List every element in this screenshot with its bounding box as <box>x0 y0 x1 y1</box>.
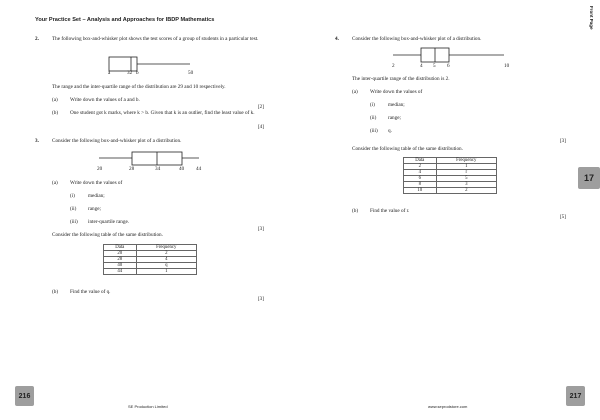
item-text: median; <box>88 193 105 199</box>
item-label: (i) <box>370 102 375 108</box>
table-intro: Consider the following table of the same distribution. <box>352 146 463 152</box>
footer-left: SE Production Limited <box>128 404 168 409</box>
table-row <box>104 269 197 275</box>
cell: q <box>136 263 196 269</box>
plot-label: a <box>108 70 111 76</box>
plot-label: 5 <box>433 63 436 69</box>
running-header: Your Practice Set – Analysis and Approaches for IBDP Mathematics <box>35 17 215 23</box>
table-header: Data <box>104 245 137 251</box>
cell: 5 <box>436 176 496 182</box>
item-label: (i) <box>70 193 75 199</box>
box-plot <box>390 46 510 66</box>
cell: 4 <box>404 170 437 176</box>
plot-label: 2 <box>392 63 395 69</box>
plot-label: 34 <box>155 166 161 172</box>
part-text: One student got k marks, where k > b. Given that k is an outlier, find the least value of k. <box>70 110 255 116</box>
question-stem: Consider the following box-and-whisker plot of a distribution. <box>352 36 482 42</box>
page-number-left: 216 <box>15 386 34 406</box>
table-header: Data <box>404 158 437 164</box>
table-header: Frequency <box>436 158 496 164</box>
chapter-tab: 17 <box>578 167 600 189</box>
plot-label: 44 <box>196 166 202 172</box>
plot-label: b <box>136 70 139 76</box>
part-text: Write down the values of a and b. <box>70 97 140 103</box>
part-label: (a) <box>52 97 58 103</box>
plot-label: 28 <box>129 166 135 172</box>
question-info: The range and the inter-quartile range of the distribution are 29 and 10 respectively. <box>52 84 226 90</box>
item-text: median; <box>388 102 405 108</box>
question-stem: The following box-and-whisker plot shows the test scores of a group of students in a particular test. <box>52 36 259 42</box>
box-plot <box>95 150 205 170</box>
plot-label: 6 <box>447 63 450 69</box>
question-number: 3. <box>35 138 39 144</box>
part-label: (b) <box>52 110 59 116</box>
question-stem: Consider the following box-and-whisker plot of a distribution. <box>52 138 182 144</box>
page-number-right: 217 <box>566 386 585 406</box>
item-label: (ii) <box>370 115 377 121</box>
cell: 40 <box>104 263 137 269</box>
cell: 10 <box>404 188 437 194</box>
part-text: Find the value of r. <box>370 208 410 214</box>
item-text: inter-quartile range. <box>88 219 130 225</box>
part-label: (b) <box>352 208 359 214</box>
item-text: range; <box>88 206 101 212</box>
part-label: (a) <box>352 89 358 95</box>
cell: 1 <box>136 269 196 275</box>
cell: 1 <box>436 164 496 170</box>
marks: [4] <box>257 124 264 130</box>
cell: 2 <box>436 188 496 194</box>
item-text: q. <box>388 128 392 134</box>
frequency-table <box>103 244 197 275</box>
item-label: (iii) <box>70 219 78 225</box>
side-label: Front Page <box>589 6 594 30</box>
cell: 8 <box>404 182 437 188</box>
marks: [3] <box>257 296 264 302</box>
marks: [3] <box>559 138 566 144</box>
cell: 6 <box>404 176 437 182</box>
marks: [2] <box>257 104 264 110</box>
cell: 28 <box>104 257 137 263</box>
cell: r <box>436 170 496 176</box>
item-label: (ii) <box>70 206 77 212</box>
cell: 20 <box>104 251 137 257</box>
table-intro: Consider the following table of the same distribution. <box>52 232 163 238</box>
frequency-table <box>403 157 497 194</box>
part-text: Write down the values of <box>70 180 123 186</box>
part-label: (b) <box>52 289 59 295</box>
cell: 3 <box>436 182 496 188</box>
plot-label: 40 <box>179 166 185 172</box>
plot-label: 20 <box>97 166 103 172</box>
plot-label: 32 <box>127 70 133 76</box>
question-info: The inter-quartile range of the distribution is 2. <box>352 76 450 82</box>
plot-label: 50 <box>188 70 194 76</box>
box-plot <box>100 55 200 77</box>
part-text: Write down the values of <box>370 89 423 95</box>
plot-label: 10 <box>504 63 510 69</box>
item-label: (iii) <box>370 128 378 134</box>
plot-label: 4 <box>420 63 423 69</box>
table-row <box>404 188 497 194</box>
question-number: 4. <box>335 36 339 42</box>
table-header: Frequency <box>136 245 196 251</box>
marks: [5] <box>559 214 566 220</box>
cell: 44 <box>104 269 137 275</box>
question-number: 2. <box>35 36 39 42</box>
part-label: (a) <box>52 180 58 186</box>
footer-right: www.seprodstore.com <box>428 404 468 409</box>
item-text: range; <box>388 115 401 121</box>
marks: [3] <box>257 226 264 232</box>
cell: 4 <box>136 257 196 263</box>
cell: 2 <box>404 164 437 170</box>
cell: 2 <box>136 251 196 257</box>
part-text: Find the value of q. <box>70 289 111 295</box>
